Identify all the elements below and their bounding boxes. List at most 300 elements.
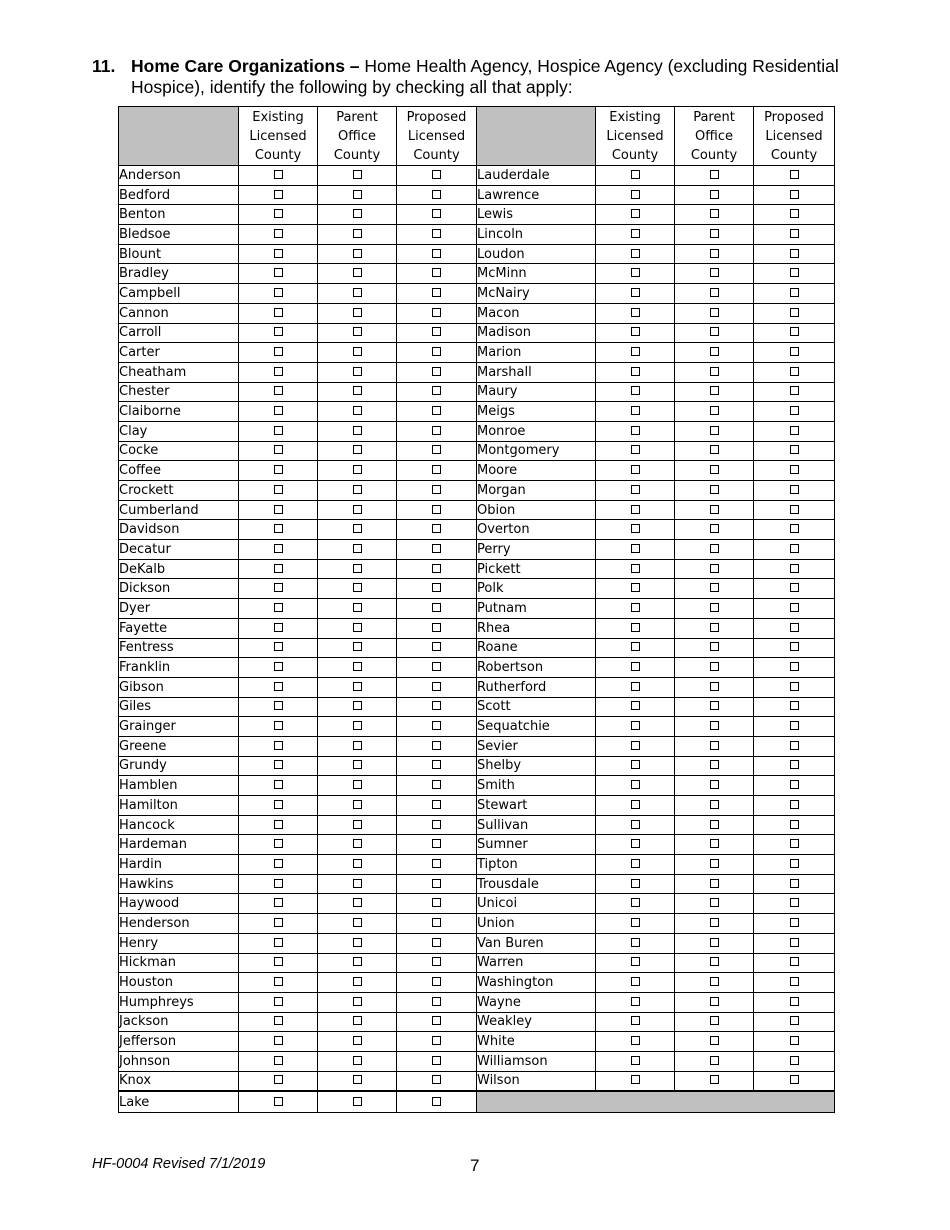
- proposed-checkbox[interactable]: [432, 268, 441, 277]
- parent-checkbox[interactable]: [353, 1016, 362, 1025]
- proposed-checkbox[interactable]: [432, 288, 441, 297]
- parent-checkbox[interactable]: [710, 583, 719, 592]
- existing-checkbox[interactable]: [274, 308, 283, 317]
- parent-checkbox[interactable]: [353, 1056, 362, 1065]
- existing-checkbox[interactable]: [631, 859, 640, 868]
- proposed-checkbox[interactable]: [790, 229, 799, 238]
- proposed-checkbox[interactable]: [790, 879, 799, 888]
- proposed-checkbox[interactable]: [432, 1036, 441, 1045]
- proposed-checkbox[interactable]: [432, 623, 441, 632]
- proposed-checkbox[interactable]: [790, 957, 799, 966]
- parent-checkbox[interactable]: [710, 406, 719, 415]
- right-proposed-cell: [754, 697, 835, 717]
- proposed-checkbox[interactable]: [790, 662, 799, 671]
- proposed-checkbox[interactable]: [790, 564, 799, 573]
- existing-checkbox[interactable]: [631, 623, 640, 632]
- parent-checkbox[interactable]: [353, 465, 362, 474]
- existing-checkbox[interactable]: [274, 642, 283, 651]
- existing-checkbox[interactable]: [631, 445, 640, 454]
- parent-checkbox[interactable]: [353, 308, 362, 317]
- parent-checkbox[interactable]: [710, 327, 719, 336]
- existing-checkbox[interactable]: [631, 721, 640, 730]
- proposed-checkbox[interactable]: [790, 347, 799, 356]
- proposed-checkbox[interactable]: [432, 406, 441, 415]
- existing-checkbox[interactable]: [631, 682, 640, 691]
- parent-checkbox[interactable]: [710, 209, 719, 218]
- parent-checkbox[interactable]: [710, 957, 719, 966]
- parent-checkbox[interactable]: [353, 406, 362, 415]
- existing-checkbox[interactable]: [274, 465, 283, 474]
- parent-checkbox[interactable]: [353, 1097, 362, 1106]
- left-proposed-cell: [397, 402, 477, 422]
- proposed-checkbox[interactable]: [790, 249, 799, 258]
- parent-checkbox[interactable]: [710, 308, 719, 317]
- parent-checkbox[interactable]: [353, 249, 362, 258]
- parent-checkbox[interactable]: [710, 426, 719, 435]
- parent-checkbox[interactable]: [710, 367, 719, 376]
- existing-checkbox[interactable]: [631, 406, 640, 415]
- county-name-right: Williamson: [477, 1051, 596, 1071]
- proposed-checkbox[interactable]: [432, 741, 441, 750]
- proposed-checkbox[interactable]: [790, 1016, 799, 1025]
- existing-checkbox[interactable]: [631, 741, 640, 750]
- proposed-checkbox[interactable]: [432, 347, 441, 356]
- parent-checkbox[interactable]: [353, 879, 362, 888]
- proposed-checkbox[interactable]: [790, 524, 799, 533]
- proposed-checkbox[interactable]: [790, 760, 799, 769]
- parent-checkbox[interactable]: [710, 721, 719, 730]
- parent-checkbox[interactable]: [353, 190, 362, 199]
- proposed-checkbox[interactable]: [790, 544, 799, 553]
- existing-checkbox[interactable]: [274, 780, 283, 789]
- existing-checkbox[interactable]: [274, 662, 283, 671]
- parent-checkbox[interactable]: [353, 662, 362, 671]
- parent-checkbox[interactable]: [353, 701, 362, 710]
- parent-checkbox[interactable]: [710, 977, 719, 986]
- proposed-checkbox[interactable]: [432, 327, 441, 336]
- parent-checkbox[interactable]: [353, 1075, 362, 1084]
- parent-checkbox[interactable]: [710, 190, 719, 199]
- proposed-checkbox[interactable]: [432, 760, 441, 769]
- existing-checkbox[interactable]: [274, 800, 283, 809]
- parent-checkbox[interactable]: [353, 505, 362, 514]
- parent-checkbox[interactable]: [710, 820, 719, 829]
- right-parent-cell: [675, 500, 754, 520]
- parent-checkbox[interactable]: [353, 209, 362, 218]
- parent-checkbox[interactable]: [353, 426, 362, 435]
- proposed-checkbox[interactable]: [432, 544, 441, 553]
- existing-checkbox[interactable]: [274, 1016, 283, 1025]
- proposed-checkbox[interactable]: [790, 682, 799, 691]
- proposed-checkbox[interactable]: [790, 308, 799, 317]
- parent-checkbox[interactable]: [710, 268, 719, 277]
- proposed-checkbox[interactable]: [790, 386, 799, 395]
- proposed-checkbox[interactable]: [790, 288, 799, 297]
- table-row: [119, 402, 835, 422]
- existing-checkbox[interactable]: [631, 170, 640, 179]
- proposed-checkbox[interactable]: [790, 938, 799, 947]
- proposed-checkbox[interactable]: [432, 1097, 441, 1106]
- left-existing-cell: [239, 1012, 318, 1032]
- parent-checkbox[interactable]: [710, 505, 719, 514]
- existing-checkbox[interactable]: [274, 190, 283, 199]
- parent-checkbox[interactable]: [710, 564, 719, 573]
- proposed-checkbox[interactable]: [432, 682, 441, 691]
- existing-checkbox[interactable]: [631, 701, 640, 710]
- county-name-right: Marshall: [477, 362, 596, 382]
- existing-checkbox[interactable]: [274, 170, 283, 179]
- parent-checkbox[interactable]: [710, 997, 719, 1006]
- parent-checkbox[interactable]: [353, 603, 362, 612]
- existing-checkbox[interactable]: [631, 308, 640, 317]
- proposed-checkbox[interactable]: [790, 623, 799, 632]
- proposed-checkbox[interactable]: [790, 780, 799, 789]
- proposed-checkbox[interactable]: [432, 426, 441, 435]
- parent-checkbox[interactable]: [353, 839, 362, 848]
- table-row: [119, 914, 835, 934]
- right-proposed-cell: [754, 1032, 835, 1052]
- proposed-checkbox[interactable]: [790, 701, 799, 710]
- existing-checkbox[interactable]: [274, 898, 283, 907]
- existing-checkbox[interactable]: [274, 760, 283, 769]
- existing-checkbox[interactable]: [631, 957, 640, 966]
- existing-checkbox[interactable]: [631, 505, 640, 514]
- existing-checkbox[interactable]: [274, 997, 283, 1006]
- existing-checkbox[interactable]: [631, 327, 640, 336]
- existing-checkbox[interactable]: [274, 505, 283, 514]
- proposed-checkbox[interactable]: [790, 583, 799, 592]
- county-name-left: Houston: [119, 973, 239, 993]
- existing-checkbox[interactable]: [631, 760, 640, 769]
- proposed-checkbox[interactable]: [432, 642, 441, 651]
- existing-checkbox[interactable]: [274, 721, 283, 730]
- parent-checkbox[interactable]: [710, 1056, 719, 1065]
- existing-checkbox[interactable]: [631, 347, 640, 356]
- proposed-checkbox[interactable]: [432, 1056, 441, 1065]
- existing-checkbox[interactable]: [274, 839, 283, 848]
- existing-checkbox[interactable]: [631, 642, 640, 651]
- proposed-checkbox[interactable]: [790, 642, 799, 651]
- existing-checkbox[interactable]: [274, 701, 283, 710]
- existing-checkbox[interactable]: [274, 603, 283, 612]
- parent-checkbox[interactable]: [353, 170, 362, 179]
- parent-checkbox[interactable]: [710, 918, 719, 927]
- existing-checkbox[interactable]: [631, 465, 640, 474]
- proposed-checkbox[interactable]: [432, 879, 441, 888]
- proposed-checkbox[interactable]: [790, 367, 799, 376]
- proposed-checkbox[interactable]: [432, 1016, 441, 1025]
- parent-checkbox[interactable]: [353, 898, 362, 907]
- parent-checkbox[interactable]: [710, 741, 719, 750]
- proposed-checkbox[interactable]: [790, 268, 799, 277]
- parent-checkbox[interactable]: [710, 170, 719, 179]
- existing-checkbox[interactable]: [274, 957, 283, 966]
- proposed-checkbox[interactable]: [432, 485, 441, 494]
- proposed-checkbox[interactable]: [432, 800, 441, 809]
- existing-checkbox[interactable]: [274, 741, 283, 750]
- parent-checkbox[interactable]: [710, 524, 719, 533]
- parent-checkbox[interactable]: [710, 938, 719, 947]
- proposed-checkbox[interactable]: [432, 308, 441, 317]
- parent-checkbox[interactable]: [353, 367, 362, 376]
- parent-checkbox[interactable]: [710, 1016, 719, 1025]
- existing-checkbox[interactable]: [631, 524, 640, 533]
- existing-checkbox[interactable]: [631, 485, 640, 494]
- parent-checkbox[interactable]: [710, 800, 719, 809]
- parent-checkbox[interactable]: [353, 780, 362, 789]
- existing-checkbox[interactable]: [631, 288, 640, 297]
- parent-checkbox[interactable]: [353, 760, 362, 769]
- parent-checkbox[interactable]: [710, 760, 719, 769]
- parent-checkbox[interactable]: [353, 524, 362, 533]
- proposed-checkbox[interactable]: [790, 465, 799, 474]
- proposed-checkbox[interactable]: [790, 721, 799, 730]
- existing-checkbox[interactable]: [631, 603, 640, 612]
- existing-checkbox[interactable]: [631, 977, 640, 986]
- existing-checkbox[interactable]: [274, 229, 283, 238]
- existing-checkbox[interactable]: [631, 229, 640, 238]
- parent-checkbox[interactable]: [353, 229, 362, 238]
- existing-checkbox[interactable]: [631, 918, 640, 927]
- proposed-checkbox[interactable]: [432, 190, 441, 199]
- existing-checkbox[interactable]: [274, 327, 283, 336]
- parent-checkbox[interactable]: [353, 288, 362, 297]
- proposed-checkbox[interactable]: [432, 505, 441, 514]
- parent-checkbox[interactable]: [710, 544, 719, 553]
- existing-checkbox[interactable]: [631, 1075, 640, 1084]
- existing-checkbox[interactable]: [274, 485, 283, 494]
- existing-checkbox[interactable]: [274, 1056, 283, 1065]
- proposed-checkbox[interactable]: [432, 170, 441, 179]
- parent-checkbox[interactable]: [353, 820, 362, 829]
- parent-checkbox[interactable]: [353, 957, 362, 966]
- parent-checkbox[interactable]: [353, 347, 362, 356]
- parent-checkbox[interactable]: [353, 386, 362, 395]
- parent-checkbox[interactable]: [710, 347, 719, 356]
- existing-checkbox[interactable]: [631, 938, 640, 947]
- proposed-checkbox[interactable]: [432, 229, 441, 238]
- existing-checkbox[interactable]: [631, 1036, 640, 1045]
- existing-checkbox[interactable]: [274, 445, 283, 454]
- existing-checkbox[interactable]: [274, 820, 283, 829]
- existing-checkbox[interactable]: [274, 544, 283, 553]
- existing-checkbox[interactable]: [274, 426, 283, 435]
- proposed-checkbox[interactable]: [432, 367, 441, 376]
- county-name-right: Montgomery: [477, 441, 596, 461]
- existing-checkbox[interactable]: [631, 879, 640, 888]
- proposed-checkbox[interactable]: [432, 564, 441, 573]
- proposed-checkbox[interactable]: [790, 997, 799, 1006]
- proposed-checkbox[interactable]: [790, 898, 799, 907]
- proposed-checkbox[interactable]: [790, 603, 799, 612]
- existing-checkbox[interactable]: [274, 682, 283, 691]
- existing-checkbox[interactable]: [631, 544, 640, 553]
- existing-checkbox[interactable]: [631, 268, 640, 277]
- parent-checkbox[interactable]: [710, 859, 719, 868]
- existing-checkbox[interactable]: [274, 564, 283, 573]
- proposed-checkbox[interactable]: [790, 800, 799, 809]
- proposed-checkbox[interactable]: [790, 1036, 799, 1045]
- existing-checkbox[interactable]: [274, 1075, 283, 1084]
- existing-checkbox[interactable]: [631, 190, 640, 199]
- right-existing-cell: [596, 185, 675, 205]
- proposed-checkbox[interactable]: [432, 938, 441, 947]
- proposed-checkbox[interactable]: [432, 603, 441, 612]
- existing-checkbox[interactable]: [631, 583, 640, 592]
- proposed-checkbox[interactable]: [790, 209, 799, 218]
- proposed-checkbox[interactable]: [432, 898, 441, 907]
- proposed-checkbox[interactable]: [432, 701, 441, 710]
- parent-checkbox[interactable]: [353, 918, 362, 927]
- left-existing-cell: [239, 520, 318, 540]
- proposed-checkbox[interactable]: [432, 662, 441, 671]
- existing-checkbox[interactable]: [631, 898, 640, 907]
- parent-checkbox[interactable]: [710, 839, 719, 848]
- existing-checkbox[interactable]: [274, 1097, 283, 1106]
- proposed-checkbox[interactable]: [432, 721, 441, 730]
- parent-checkbox[interactable]: [710, 780, 719, 789]
- existing-checkbox[interactable]: [631, 1016, 640, 1025]
- existing-checkbox[interactable]: [274, 209, 283, 218]
- proposed-checkbox[interactable]: [790, 445, 799, 454]
- proposed-checkbox[interactable]: [790, 839, 799, 848]
- parent-checkbox[interactable]: [710, 445, 719, 454]
- proposed-checkbox[interactable]: [432, 583, 441, 592]
- existing-checkbox[interactable]: [631, 426, 640, 435]
- existing-checkbox[interactable]: [274, 918, 283, 927]
- parent-checkbox[interactable]: [710, 485, 719, 494]
- parent-checkbox[interactable]: [353, 859, 362, 868]
- proposed-checkbox[interactable]: [790, 859, 799, 868]
- parent-checkbox[interactable]: [710, 642, 719, 651]
- proposed-checkbox[interactable]: [432, 839, 441, 848]
- proposed-checkbox[interactable]: [432, 1075, 441, 1084]
- county-name-left: Grainger: [119, 717, 239, 737]
- parent-checkbox[interactable]: [710, 1075, 719, 1084]
- proposed-checkbox[interactable]: [790, 1075, 799, 1084]
- parent-checkbox[interactable]: [710, 701, 719, 710]
- proposed-checkbox[interactable]: [790, 918, 799, 927]
- proposed-checkbox[interactable]: [432, 859, 441, 868]
- existing-checkbox[interactable]: [631, 820, 640, 829]
- existing-checkbox[interactable]: [274, 367, 283, 376]
- proposed-checkbox[interactable]: [432, 209, 441, 218]
- existing-checkbox[interactable]: [631, 800, 640, 809]
- parent-checkbox[interactable]: [353, 1036, 362, 1045]
- existing-checkbox[interactable]: [631, 780, 640, 789]
- proposed-checkbox[interactable]: [432, 386, 441, 395]
- existing-checkbox[interactable]: [274, 977, 283, 986]
- existing-checkbox[interactable]: [274, 1036, 283, 1045]
- proposed-checkbox[interactable]: [432, 957, 441, 966]
- proposed-checkbox[interactable]: [432, 249, 441, 258]
- existing-checkbox[interactable]: [274, 347, 283, 356]
- existing-checkbox[interactable]: [631, 367, 640, 376]
- proposed-checkbox[interactable]: [790, 505, 799, 514]
- existing-checkbox[interactable]: [274, 583, 283, 592]
- existing-checkbox[interactable]: [631, 1056, 640, 1065]
- proposed-checkbox[interactable]: [790, 426, 799, 435]
- parent-checkbox[interactable]: [710, 662, 719, 671]
- existing-checkbox[interactable]: [631, 564, 640, 573]
- parent-checkbox[interactable]: [710, 623, 719, 632]
- proposed-checkbox[interactable]: [790, 820, 799, 829]
- proposed-checkbox[interactable]: [432, 820, 441, 829]
- existing-checkbox[interactable]: [631, 249, 640, 258]
- parent-checkbox[interactable]: [353, 977, 362, 986]
- parent-checkbox[interactable]: [353, 327, 362, 336]
- county-name-right: Washington: [477, 973, 596, 993]
- proposed-checkbox[interactable]: [790, 170, 799, 179]
- parent-checkbox[interactable]: [353, 997, 362, 1006]
- parent-checkbox[interactable]: [710, 603, 719, 612]
- parent-checkbox[interactable]: [353, 485, 362, 494]
- existing-checkbox[interactable]: [274, 879, 283, 888]
- parent-checkbox[interactable]: [353, 682, 362, 691]
- existing-checkbox[interactable]: [274, 268, 283, 277]
- parent-checkbox[interactable]: [710, 249, 719, 258]
- parent-checkbox[interactable]: [710, 288, 719, 297]
- existing-checkbox[interactable]: [631, 839, 640, 848]
- existing-checkbox[interactable]: [631, 209, 640, 218]
- proposed-checkbox[interactable]: [790, 485, 799, 494]
- proposed-checkbox[interactable]: [790, 1056, 799, 1065]
- parent-checkbox[interactable]: [710, 879, 719, 888]
- proposed-checkbox[interactable]: [432, 445, 441, 454]
- parent-checkbox[interactable]: [710, 682, 719, 691]
- proposed-checkbox[interactable]: [432, 977, 441, 986]
- parent-checkbox[interactable]: [710, 465, 719, 474]
- existing-checkbox[interactable]: [274, 386, 283, 395]
- parent-checkbox[interactable]: [710, 229, 719, 238]
- proposed-checkbox[interactable]: [432, 780, 441, 789]
- existing-checkbox[interactable]: [274, 859, 283, 868]
- existing-checkbox[interactable]: [274, 288, 283, 297]
- proposed-checkbox[interactable]: [790, 741, 799, 750]
- parent-checkbox[interactable]: [353, 623, 362, 632]
- parent-checkbox[interactable]: [353, 268, 362, 277]
- parent-checkbox[interactable]: [710, 386, 719, 395]
- parent-checkbox[interactable]: [353, 564, 362, 573]
- proposed-checkbox[interactable]: [790, 406, 799, 415]
- parent-checkbox[interactable]: [353, 741, 362, 750]
- proposed-checkbox[interactable]: [790, 977, 799, 986]
- parent-checkbox[interactable]: [353, 642, 362, 651]
- existing-checkbox[interactable]: [274, 623, 283, 632]
- proposed-checkbox[interactable]: [432, 524, 441, 533]
- proposed-checkbox[interactable]: [432, 465, 441, 474]
- existing-checkbox[interactable]: [274, 524, 283, 533]
- existing-checkbox[interactable]: [274, 938, 283, 947]
- existing-checkbox[interactable]: [631, 997, 640, 1006]
- parent-checkbox[interactable]: [353, 800, 362, 809]
- existing-checkbox[interactable]: [631, 662, 640, 671]
- parent-checkbox[interactable]: [353, 583, 362, 592]
- parent-checkbox[interactable]: [353, 938, 362, 947]
- proposed-checkbox[interactable]: [790, 190, 799, 199]
- parent-checkbox[interactable]: [353, 721, 362, 730]
- proposed-checkbox[interactable]: [432, 997, 441, 1006]
- parent-checkbox[interactable]: [710, 1036, 719, 1045]
- existing-checkbox[interactable]: [631, 386, 640, 395]
- parent-checkbox[interactable]: [353, 544, 362, 553]
- parent-checkbox[interactable]: [353, 445, 362, 454]
- proposed-checkbox[interactable]: [790, 327, 799, 336]
- proposed-checkbox[interactable]: [432, 918, 441, 927]
- existing-checkbox[interactable]: [274, 406, 283, 415]
- existing-checkbox[interactable]: [274, 249, 283, 258]
- parent-checkbox[interactable]: [710, 898, 719, 907]
